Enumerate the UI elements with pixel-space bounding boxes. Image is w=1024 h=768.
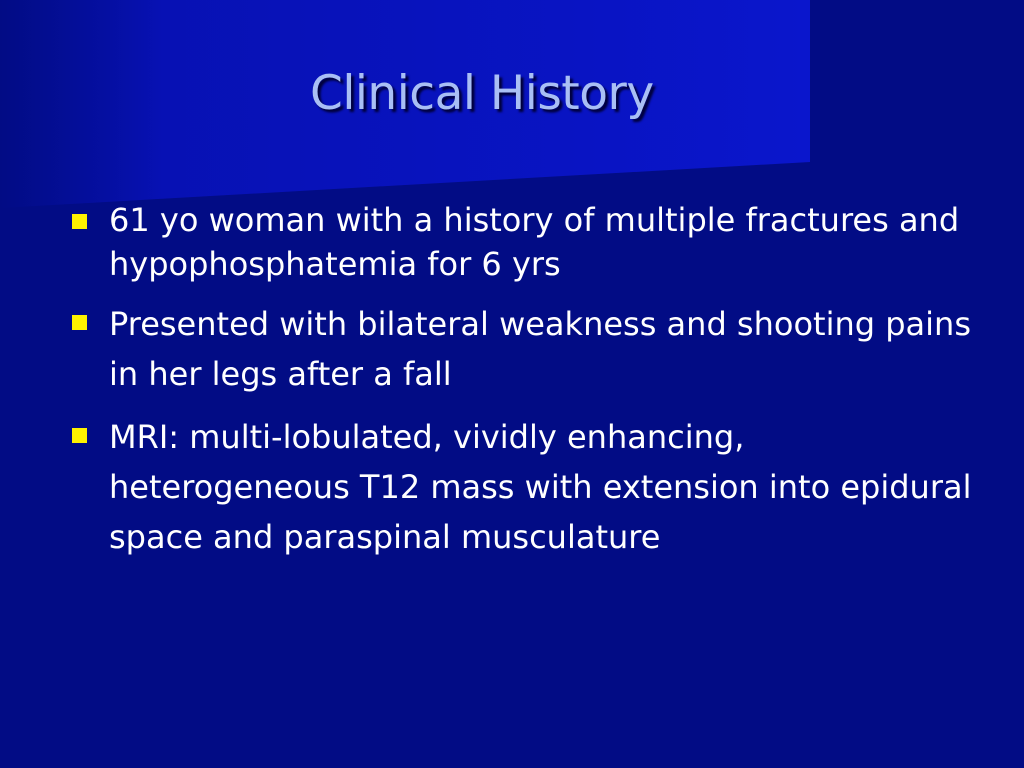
bullet-item: [0, 198, 1024, 286]
slide-title: Clinical History: [310, 66, 654, 121]
bullet-text: Presented with bilateral weakness and shooting pains in her legs after a fall: [109, 305, 971, 393]
bullet-item: [0, 299, 1024, 399]
bullet-list: [0, 198, 1024, 575]
square-bullet-icon: [72, 315, 87, 330]
square-bullet-icon: [72, 214, 87, 229]
bullet-item: [0, 412, 1024, 562]
square-bullet-icon: [72, 428, 87, 443]
bullet-text: MRI: multi-lobulated, vividly enhancing, heterogeneous T12 mass with extension into epidural space and paraspinal musculature: [109, 418, 972, 556]
bullet-text: 61 yo woman with a history of multiple fractures and hypophosphatemia for 6 yrs: [109, 201, 960, 283]
